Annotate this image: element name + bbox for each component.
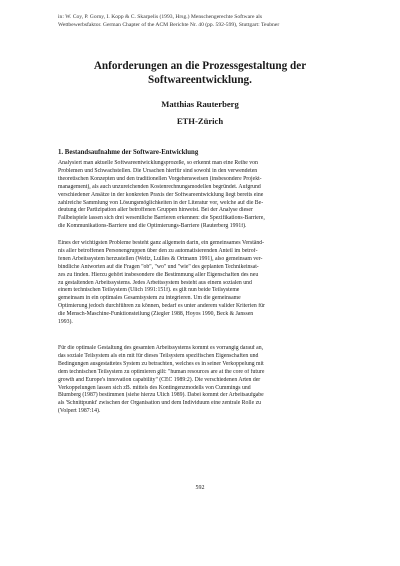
text-line: gemeinsam in ein optimales Gesamtsystem zu integrieren. Um die gemeinsame [58,295,241,302]
text-line: nis aller betroffenen Personengruppen über den zu automatisierenden Anteil im betrof- [58,247,258,254]
text-line: bindliche Antworten auf die Fragen "ob", "wo" und "wie" des geplanten Technikeinsat- [58,263,259,270]
text-line: Problemen und Schwachstellen. Die Ursachen hierfür sind sowohl in den verwendeten [58,167,258,174]
text-line: management), als auch unzureichenden Kostenrechnungsmodellen begründet. Aufgrund [58,183,261,190]
text-line: dem technischen Teilsystem zu optimieren gilt: "human resources are at the core of future [58,368,265,375]
text-line: (Volpert 1987:14). [58,408,101,415]
text-line: Für die optimale Gestaltung des gesamten Arbeitssystems kommt es vorrangig darauf an, [58,345,264,351]
text-line: Analysiert man aktuelle Softwareentwicklungsprozeße, so erkennt man eine Reihe von [58,160,258,166]
text-line: zu gestaltenden Arbeitssystems. Jedes Arbeitssystem besteht aus einem sozialen und [58,279,252,286]
page-number: 592 [195,485,205,491]
text-line: Optimierung jedoch durchführen zu können, bedarf es unter anderem valider Kriterien für [58,303,265,310]
text-line: Eines der wichtigsten Probleme besteht ganz allgemein darin, ein gemeinsames Verständ- [58,240,265,246]
text-line: als 'Schnittpunkt' zwischen der Organisation und dem Individuum eine zentrale Rolle zu [58,400,262,407]
citation-line: Wettbewerbsfaktor. German Chapter of the ACM Berichte Nr. 40 (pp. 592-599), Stuttgart: Teubner [58,22,280,28]
text-line: die Kommunikations-Barriere und die Optimierungs-Barriere (Rauterberg 1991f). [58,223,247,230]
text-line: einem technischen Teilsystem (Ulich 1991:151f). es gilt nun beide Teilsysteme [58,287,240,294]
paragraph [58,345,348,416]
text-line: Bedingungen ausgestattetes System zu betrachten, welches es in seiner Verkoppelung mit [58,360,264,367]
text-line: das soziale Teilsystem als ein mit für dieses Teilsystem spezifischen Eigenschaften und [58,352,259,359]
text-line: growth and Europe's innovation capability" (CEC 1989:2). Die verschiedenen Arten der [58,376,261,383]
paragraph [58,240,348,327]
citation-header [58,13,358,29]
text-line: 1993). [58,319,73,326]
title-line: Softwareentwicklung. [148,74,252,86]
citation-line: in: W. Coy, P. Gorny, I. Kopp & C. Skarpelis (1993, Hrsg.) Menschengerechte Software als [58,14,263,20]
text-line: deutung der Partizipation aller betroffenen Gruppen hinweist. Bei der Analyse dieser [58,207,253,214]
text-line: Verkoppelungen lassen sich zB. mittels des Kontingenzmodells von Cummings und [58,384,251,391]
text-line: verschiedener Ansätze in der konkreten Praxis der Softwareentwicklung liegt bereits eine [58,191,264,198]
text-line: zes zu finden. Hierzu gehört insbesondere die Bestimmung aller Eigenschaften des neu [58,271,259,278]
text-line: Fallbeispiele lassen sich drei wesentliche Barrieren erkennen: die Spezifikations-Barriere, [58,215,265,222]
text-line: theoretischen Konzepten und den traditionellen Vorgehensweisen (insbesondere Projekt- [58,175,262,182]
author-name: Matthias Rauterberg [161,99,239,109]
paper-title [40,59,360,87]
text-line: Blumberg (1987) bestimmen (siehe hierzu Ulich 1989). Dabei kommt der Arbeitsaufgabe [58,392,264,399]
text-line: fenen Arbeitssystem herzustellen (Weltz, Lullies & Ortmann 1991), also gemeinsam ver- [58,255,263,262]
section-heading: 1. Bestandsaufnahme der Software-Entwicklung [58,149,199,156]
paragraph [58,160,348,231]
title-line: Anforderungen an die Prozessgestaltung der [93,60,307,72]
text-line: zahlreiche Sammlung von Lösungsmöglichkeiten in der Literatur vor, welche auf die Be- [58,199,264,206]
text-line: die Mensch-Maschine-Funktionsteilung (Ziegler 1988, Hoyos 1990, Beck & Janssen [58,311,254,318]
author-affiliation: ETH-Zürich [176,116,224,126]
